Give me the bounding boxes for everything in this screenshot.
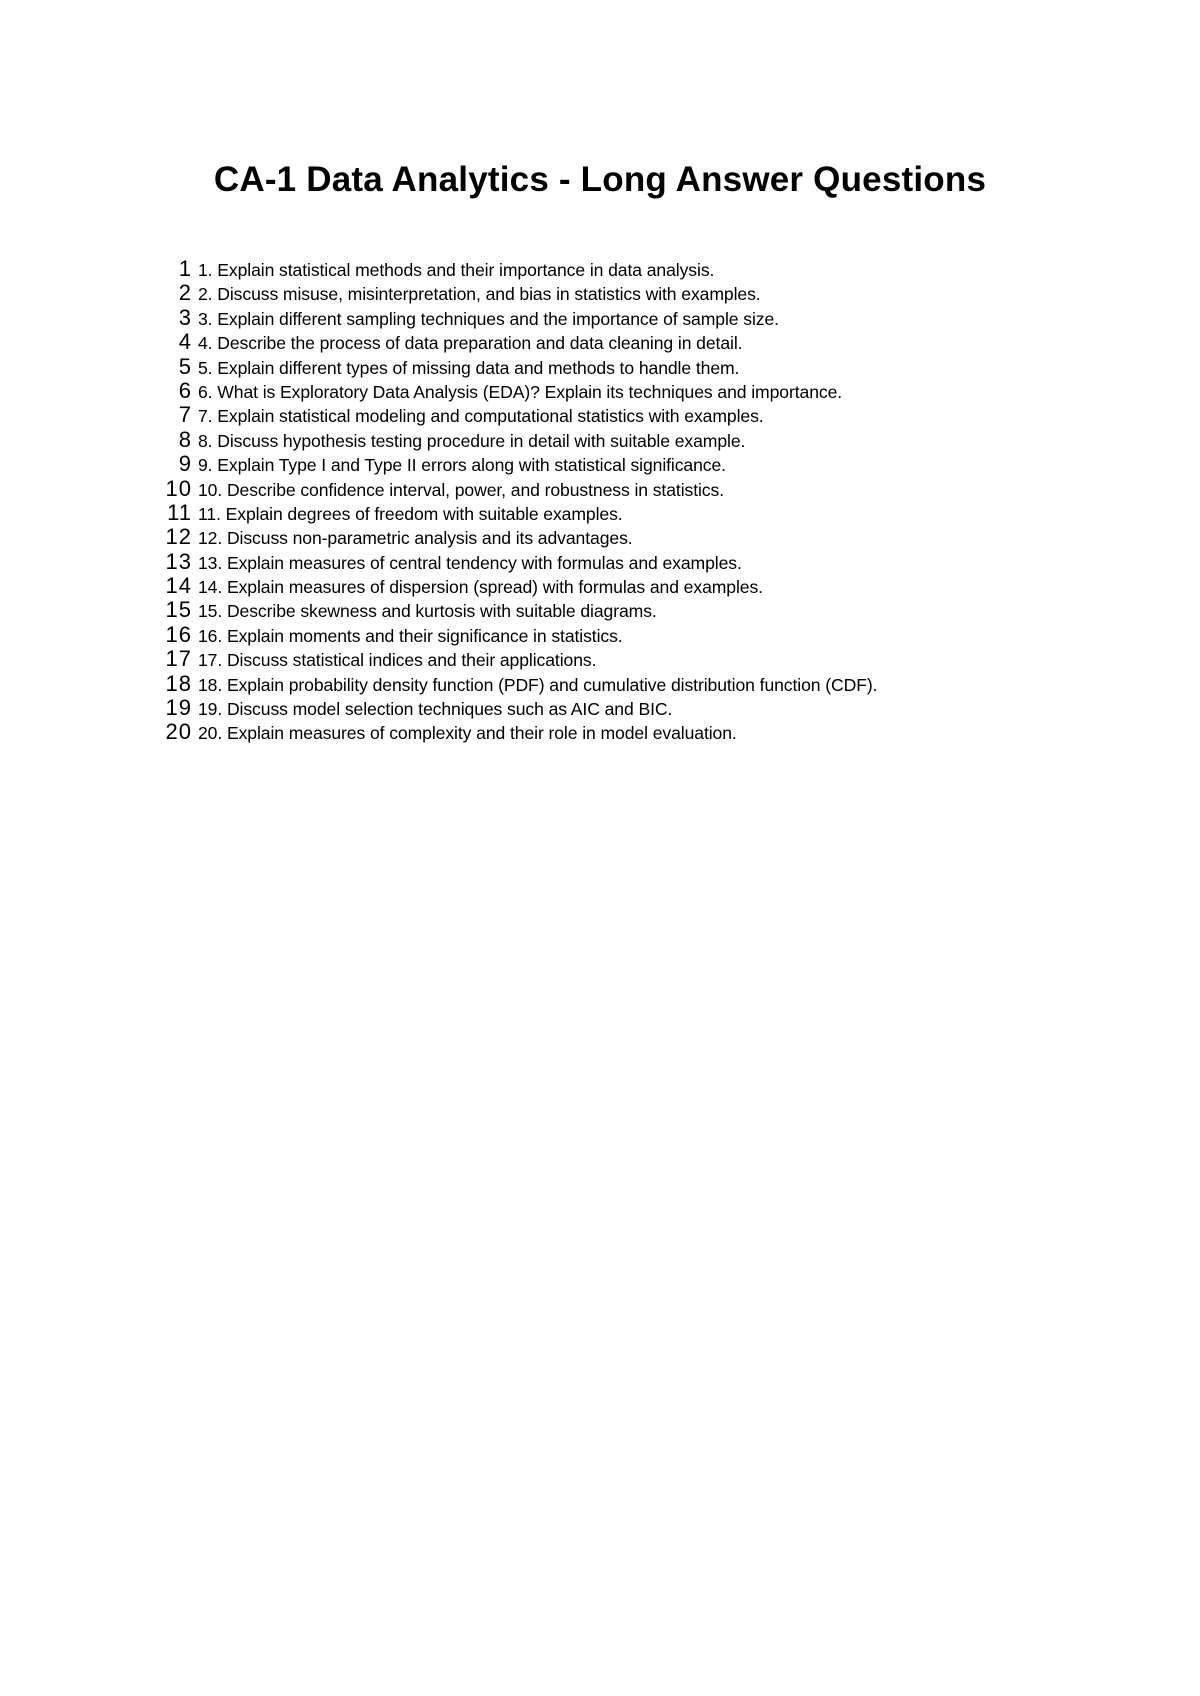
question-text: 10. Describe confidence interval, power, and robustness in statistics. — [198, 479, 724, 500]
line-number: 7 — [178, 402, 192, 428]
line-number: 17 — [165, 646, 192, 672]
question-text: 6. What is Exploratory Data Analysis (EDA)? Explain its techniques and importance. — [198, 381, 843, 402]
question-row — [156, 696, 1176, 720]
line-number: 11 — [167, 499, 192, 525]
line-number: 9 — [178, 451, 192, 477]
question-row — [156, 623, 1176, 647]
line-number: 1 — [178, 256, 192, 281]
line-number: 15 — [165, 597, 192, 623]
question-text: 9. Explain Type I and Type II errors along with statistical significance. — [198, 455, 726, 476]
question-row — [156, 452, 1176, 476]
line-number: 16 — [165, 621, 192, 647]
question-row — [156, 281, 1176, 305]
question-row — [156, 647, 1176, 671]
page-title: CA-1 Data Analytics - Long Answer Questions — [213, 160, 987, 199]
question-row — [156, 257, 1176, 281]
question-text: 2. Discuss misuse, misinterpretation, and bias in statistics with examples. — [198, 284, 761, 305]
question-row — [156, 403, 1176, 427]
line-number: 3 — [178, 304, 192, 330]
question-text: 4. Describe the process of data preparation and data cleaning in detail. — [198, 333, 743, 354]
question-text: 11. Explain degrees of freedom with suitable examples. — [198, 503, 623, 524]
line-number: 5 — [178, 353, 192, 379]
question-text: 8. Discuss hypothesis testing procedure in detail with suitable example. — [198, 430, 746, 451]
question-row — [156, 550, 1176, 574]
question-text: 12. Discuss non-parametric analysis and its advantages. — [198, 528, 633, 549]
question-text: 14. Explain measures of dispersion (spread) with formulas and examples. — [198, 577, 763, 598]
line-number: 19 — [165, 695, 192, 721]
question-row — [156, 477, 1176, 501]
question-row — [156, 598, 1176, 622]
question-text: 15. Describe skewness and kurtosis with suitable diagrams. — [198, 601, 657, 622]
line-number: 10 — [165, 475, 192, 501]
question-row — [156, 574, 1176, 598]
question-text: 20. Explain measures of complexity and their role in model evaluation. — [198, 723, 737, 744]
line-number: 18 — [165, 670, 192, 696]
question-text: 7. Explain statistical modeling and computational statistics with examples. — [198, 406, 764, 427]
line-number: 8 — [178, 426, 192, 452]
question-row — [156, 525, 1176, 549]
line-number: 6 — [178, 377, 192, 403]
question-list — [156, 257, 1176, 745]
question-text: 16. Explain moments and their significance in statistics. — [198, 625, 623, 646]
line-number: 14 — [165, 573, 192, 599]
line-number: 2 — [178, 280, 192, 306]
question-text: 5. Explain different types of missing data and methods to handle them. — [198, 357, 740, 378]
question-row — [156, 428, 1176, 452]
question-row — [156, 330, 1176, 354]
question-row — [156, 720, 1176, 744]
question-row — [156, 379, 1176, 403]
line-number: 20 — [165, 719, 192, 745]
question-text: 18. Explain probability density function (PDF) and cumulative distribution function (CDF). — [198, 674, 878, 695]
line-number: 4 — [178, 329, 192, 355]
question-row — [156, 355, 1176, 379]
question-row — [156, 672, 1176, 696]
line-number: 13 — [165, 548, 192, 574]
line-number: 12 — [165, 524, 192, 550]
question-text: 13. Explain measures of central tendency with formulas and examples. — [198, 552, 742, 573]
question-row — [156, 501, 1176, 525]
question-text: 17. Discuss statistical indices and their applications. — [198, 650, 597, 671]
question-row — [156, 306, 1176, 330]
question-text: 1. Explain statistical methods and their importance in data analysis. — [198, 260, 715, 280]
question-text: 19. Discuss model selection techniques such as AIC and BIC. — [198, 699, 673, 720]
question-text: 3. Explain different sampling techniques and the importance of sample size. — [198, 308, 779, 329]
